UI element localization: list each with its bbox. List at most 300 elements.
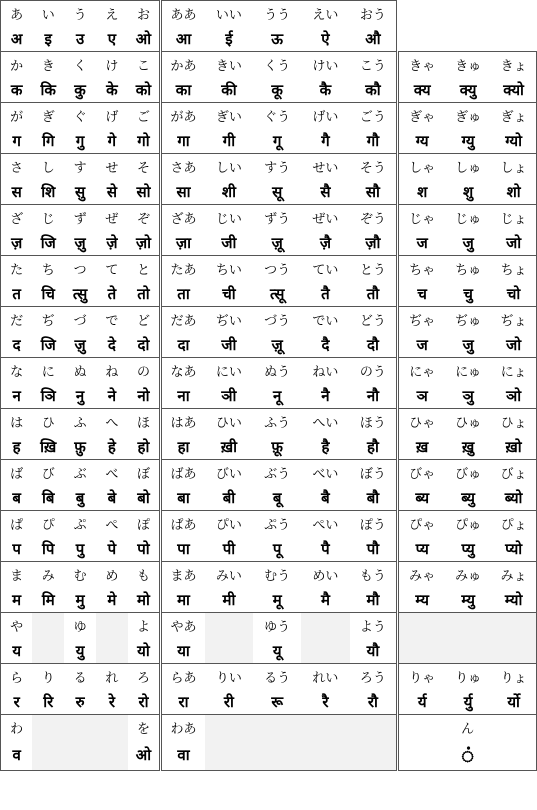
devanagari-cell: ञि [40, 386, 56, 405]
kana-cell: い [32, 1, 64, 27]
kana-cell: ば [1, 460, 33, 486]
kana-cell: ぴょ [491, 511, 536, 537]
devanagari-cell: पु [75, 539, 85, 558]
kana-cell: ま [1, 562, 33, 588]
kana-cell: ふう [253, 409, 301, 435]
devanagari-cell: ब्य [399, 485, 445, 511]
kana-cell: があ [162, 103, 205, 129]
devanagari-cell: बु [75, 488, 85, 507]
devanagari-cell: जो [491, 332, 536, 358]
devanagari-cell: प्यो [491, 536, 536, 562]
kana-cell: ずう [253, 205, 301, 231]
devanagari-cell: मि [41, 590, 55, 609]
empty-cell [32, 740, 64, 771]
kana-cell: ち [32, 256, 64, 282]
kana-row [1, 205, 537, 231]
devanagari-cell: ग्य [399, 128, 445, 154]
devanagari-cell: स [1, 179, 33, 205]
kana-cell: ゆう [253, 613, 301, 639]
kana-cell: わ [1, 715, 33, 741]
kana-cell: た [1, 256, 33, 282]
devanagari-cell: र्य [399, 689, 445, 715]
kana-cell: じょ [491, 205, 536, 231]
devanagari-cell: ज़ [1, 230, 33, 256]
kana-cell: さあ [162, 154, 205, 180]
devanagari-cell: म [1, 587, 33, 613]
devanagari-cell: ज [399, 332, 445, 358]
devanagari-cell: नौ [350, 383, 397, 409]
devanagari-cell: त्सू [269, 284, 285, 303]
devanagari-cell: है [321, 437, 330, 456]
devanagari-cell: री [223, 692, 234, 711]
kana-cell: ぱあ [162, 511, 205, 537]
kana-cell: お [128, 1, 160, 27]
kana-cell: ちょ [491, 256, 536, 282]
kana-cell: みい [205, 562, 253, 588]
kana-cell: じゅ [445, 205, 491, 231]
kana-cell: つう [253, 256, 301, 282]
kana-cell: ぺい [301, 511, 349, 537]
devanagari-cell: म्यो [491, 587, 536, 613]
devanagari-cell: गो [128, 128, 160, 154]
devanagari-cell: बौ [350, 485, 397, 511]
kana-cell: な [1, 358, 33, 384]
devanagari-cell: प [1, 536, 33, 562]
devanagari-cell: मे [107, 590, 117, 609]
kana-cell: きゅ [445, 52, 491, 78]
devanagari-row [1, 77, 537, 103]
devanagari-cell: दे [107, 335, 116, 354]
devanagari-cell: शु [463, 182, 474, 201]
kana-cell: り [32, 664, 64, 690]
devanagari-cell: कै [319, 80, 332, 99]
kana-cell: みゃ [399, 562, 445, 588]
kana-row [1, 511, 537, 537]
kana-cell: や [1, 613, 33, 639]
devanagari-cell: औ [350, 26, 397, 52]
kana-cell: え [96, 1, 128, 27]
kana-cell: へ [96, 409, 128, 435]
devanagari-cell: सा [162, 179, 205, 205]
empty-cell [96, 740, 128, 771]
devanagari-cell: ज़े [106, 233, 118, 252]
kana-cell: げ [96, 103, 128, 129]
devanagari-cell: ग्यो [491, 128, 536, 154]
devanagari-cell: रु [75, 692, 85, 711]
devanagari-cell: मू [272, 590, 282, 609]
kana-cell: ほう [350, 409, 397, 435]
kana-cell: のう [350, 358, 397, 384]
empty-cell [253, 740, 301, 771]
devanagari-cell: ज़ो [128, 230, 160, 256]
kana-cell: きょ [491, 52, 536, 78]
devanagari-cell: क्य [399, 77, 445, 103]
devanagari-cell: ख़ु [461, 437, 475, 456]
kana-row-group [1, 103, 537, 154]
devanagari-cell: क्यो [491, 77, 536, 103]
kana-cell: じ [32, 205, 64, 231]
kana-row [1, 715, 537, 741]
devanagari-cell: मै [320, 590, 330, 609]
devanagari-cell: तौ [350, 281, 397, 307]
kana-cell: ぴ [32, 511, 64, 537]
devanagari-cell: हे [107, 437, 116, 456]
devanagari-cell: व [1, 740, 33, 771]
yoon-absent [399, 1, 537, 52]
devanagari-cell: पौ [350, 536, 397, 562]
kana-cell: ぴい [205, 511, 253, 537]
kana-cell: ざあ [162, 205, 205, 231]
kana-cell: ぜい [301, 205, 349, 231]
kana-cell: よう [350, 613, 397, 639]
devanagari-row [1, 536, 537, 562]
kana-cell: く [64, 52, 96, 78]
devanagari-cell: यो [128, 638, 160, 664]
kana-cell: みょ [491, 562, 536, 588]
devanagari-cell: ब्यो [491, 485, 536, 511]
kana-cell: てい [301, 256, 349, 282]
kana-row-group [1, 154, 537, 205]
devanagari-cell: मु [75, 590, 85, 609]
kana-cell: ねい [301, 358, 349, 384]
devanagari-cell: आ [162, 26, 205, 52]
kana-cell: ちい [205, 256, 253, 282]
kana-cell: ぢゅ [445, 307, 491, 333]
kana-row-group [1, 715, 537, 771]
devanagari-cell: ज [399, 230, 445, 256]
devanagari-cell: ख़ि [40, 437, 57, 456]
empty-cell [64, 715, 96, 741]
kana-cell: ざ [1, 205, 33, 231]
devanagari-row [1, 689, 537, 715]
kana-cell: うう [253, 1, 301, 27]
devanagari-cell: दा [162, 332, 205, 358]
devanagari-cell: त [1, 281, 33, 307]
devanagari-cell: पी [222, 539, 236, 558]
devanagari-cell: नु [75, 386, 85, 405]
devanagari-cell: सै [320, 182, 331, 201]
devanagari-cell: क्यु [459, 80, 477, 99]
kana-cell: しゅ [445, 154, 491, 180]
kana-row [1, 256, 537, 282]
devanagari-cell: ज़ै [319, 233, 331, 252]
empty-cell [32, 715, 64, 741]
devanagari-cell: ओ [128, 26, 160, 52]
kana-cell: す [64, 154, 96, 180]
devanagari-cell: गे [107, 131, 117, 150]
devanagari-cell: र्यु [463, 692, 473, 711]
kana-cell: む [64, 562, 96, 588]
kana-row [1, 358, 537, 384]
kana-cell: りゅ [445, 664, 491, 690]
kana-cell: め [96, 562, 128, 588]
kana-cell: き [32, 52, 64, 78]
devanagari-cell: रौ [350, 689, 397, 715]
kana-cell: け [96, 52, 128, 78]
kana-cell: ああ [162, 1, 205, 27]
kana-row [1, 103, 537, 129]
kana-cell: だ [1, 307, 33, 333]
devanagari-cell: ज़ू [271, 335, 283, 354]
devanagari-cell: सू [272, 182, 283, 201]
kana-cell: び [32, 460, 64, 486]
kana-cell: で [96, 307, 128, 333]
kana-cell: すう [253, 154, 301, 180]
kana-row-group [1, 460, 537, 511]
kana-cell: ね [96, 358, 128, 384]
devanagari-cell: दो [128, 332, 160, 358]
kana-cell: と [128, 256, 160, 282]
devanagari-cell: शि [41, 182, 56, 201]
kana-cell: えい [301, 1, 349, 27]
kana-cell: じゃ [399, 205, 445, 231]
devanagari-cell: शी [221, 182, 236, 201]
kana-cell: ぜ [96, 205, 128, 231]
devanagari-cell: हा [162, 434, 205, 460]
kana-row [1, 562, 537, 588]
devanagari-cell: गु [75, 131, 85, 150]
devanagari-cell: हो [128, 434, 160, 460]
devanagari-cell: कौ [350, 77, 397, 103]
kana-row-group [1, 52, 537, 103]
kana-cell: ぶう [253, 460, 301, 486]
devanagari-cell: बे [107, 488, 117, 507]
empty-cell [253, 715, 301, 741]
devanagari-cell: की [221, 80, 237, 99]
devanagari-cell: ऐ [321, 29, 330, 48]
kana-cell: しょ [491, 154, 536, 180]
empty-cell [301, 613, 349, 639]
devanagari-cell: चि [41, 284, 55, 303]
devanagari-cell: ञु [462, 386, 474, 405]
kana-cell: けい [301, 52, 349, 78]
kana-cell: ちゃ [399, 256, 445, 282]
empty-cell [96, 613, 128, 639]
devanagari-cell: रो [128, 689, 160, 715]
devanagari-cell: ओ [128, 740, 160, 771]
kana-cell: みゅ [445, 562, 491, 588]
devanagari-cell: पो [128, 536, 160, 562]
empty-cell [96, 715, 128, 741]
kana-cell: たあ [162, 256, 205, 282]
kana-cell: ぬ [64, 358, 96, 384]
devanagari-cell: बू [272, 488, 282, 507]
kana-row-group [1, 562, 537, 613]
kana-cell: ぢ [32, 307, 64, 333]
devanagari-cell: प्यु [461, 539, 475, 558]
devanagari-row [1, 128, 537, 154]
devanagari-cell: गि [42, 131, 55, 150]
kana-cell: づう [253, 307, 301, 333]
devanagari-cell: श [399, 179, 445, 205]
kana-cell: せ [96, 154, 128, 180]
devanagari-cell: इ [44, 29, 52, 48]
devanagari-cell: रू [271, 692, 284, 711]
kana-cell: そ [128, 154, 160, 180]
kana-row-group [1, 256, 537, 307]
kana-row-group [1, 511, 537, 562]
kana-cell: ちゅ [445, 256, 491, 282]
kana-cell: ぼう [350, 460, 397, 486]
devanagari-cell: बो [128, 485, 160, 511]
kana-cell: ぴゃ [399, 511, 445, 537]
kana-cell: ぞ [128, 205, 160, 231]
kana-cell: かあ [162, 52, 205, 78]
devanagari-cell: जु [462, 335, 474, 354]
kana-cell: ろ [128, 664, 160, 690]
devanagari-cell: रा [162, 689, 205, 715]
devanagari-cell: ता [162, 281, 205, 307]
kana-cell: るう [253, 664, 301, 690]
kana-row [1, 307, 537, 333]
kana-row [1, 409, 537, 435]
kana-cell: にゅ [445, 358, 491, 384]
devanagari-cell: नू [273, 386, 282, 405]
kana-cell: でい [301, 307, 349, 333]
kana-cell: ぎゃ [399, 103, 445, 129]
devanagari-cell: उ [75, 29, 85, 48]
kana-cell: にい [205, 358, 253, 384]
kana-cell: むう [253, 562, 301, 588]
devanagari-cell: पा [162, 536, 205, 562]
kana-row-group [1, 307, 537, 358]
kana-cell: しゃ [399, 154, 445, 180]
devanagari-cell: का [162, 77, 205, 103]
kana-cell: ぶ [64, 460, 96, 486]
kana-cell: まあ [162, 562, 205, 588]
kana-cell: て [96, 256, 128, 282]
devanagari-cell: जि [40, 233, 56, 252]
kana-cell: を [128, 715, 160, 741]
devanagari-cell: मी [222, 590, 236, 609]
kana-cell: おう [350, 1, 397, 27]
devanagari-cell: जो [491, 230, 536, 256]
kana-cell: はあ [162, 409, 205, 435]
kana-cell: ゆ [64, 613, 96, 639]
kana-cell: きゃ [399, 52, 445, 78]
kana-cell: ぱ [1, 511, 33, 537]
devanagari-cell: त्सु [72, 284, 88, 303]
empty-cell [301, 638, 349, 664]
devanagari-cell: कि [40, 80, 56, 99]
devanagari-cell: तो [128, 281, 160, 307]
kana-cell: せい [301, 154, 349, 180]
kana-cell: ぴゅ [445, 511, 491, 537]
devanagari-cell: बा [162, 485, 205, 511]
devanagari-cell: ख़ी [220, 437, 238, 456]
kana-cell: そう [350, 154, 397, 180]
kana-row-group [1, 409, 537, 460]
kana-cell: か [1, 52, 33, 78]
n-devanagari-cell: ं [399, 740, 537, 771]
kana-cell: くう [253, 52, 301, 78]
kana-row-group [1, 613, 537, 664]
devanagari-cell: रे [108, 692, 115, 711]
kana-cell: ばあ [162, 460, 205, 486]
kana-cell: ご [128, 103, 160, 129]
devanagari-cell: ञ [399, 383, 445, 409]
devanagari-cell: र्यो [491, 689, 536, 715]
devanagari-cell: प्य [399, 536, 445, 562]
devanagari-cell: पू [272, 539, 282, 558]
devanagari-cell: ज़ु [74, 233, 86, 252]
devanagari-cell: से [106, 182, 117, 201]
devanagari-row [1, 740, 537, 771]
devanagari-cell: मा [162, 587, 205, 613]
devanagari-cell: ज़ू [271, 233, 283, 252]
devanagari-row [1, 383, 537, 409]
kana-cell: べい [301, 460, 349, 486]
kana-cell: ぎゅ [445, 103, 491, 129]
kana-cell: ひゅ [445, 409, 491, 435]
kana-cell: りょ [491, 664, 536, 690]
devanagari-row [1, 281, 537, 307]
kana-cell: ぬう [253, 358, 301, 384]
kana-cell: やあ [162, 613, 205, 639]
devanagari-cell: ख़ो [491, 434, 536, 460]
kana-cell: とう [350, 256, 397, 282]
kana-cell: ぼ [128, 460, 160, 486]
kana-cell: ぢい [205, 307, 253, 333]
devanagari-cell: गै [321, 131, 330, 150]
devanagari-cell: या [162, 638, 205, 664]
kana-cell: ぎい [205, 103, 253, 129]
kana-cell: ぢゃ [399, 307, 445, 333]
kana-cell: びゅ [445, 460, 491, 486]
devanagari-row [1, 434, 537, 460]
devanagari-row [1, 485, 537, 511]
kana-row-group [1, 1, 537, 52]
kana-cell: ぎょ [491, 103, 536, 129]
empty-cell [350, 715, 397, 741]
devanagari-cell: बै [321, 488, 330, 507]
kana-row [1, 52, 537, 78]
kana-row [1, 460, 537, 486]
kana-row [1, 1, 537, 27]
empty-cell [301, 715, 349, 741]
devanagari-cell: रै [322, 692, 329, 711]
devanagari-cell: नै [321, 386, 330, 405]
kana-cell: ろう [350, 664, 397, 690]
kana-cell: ぽう [350, 511, 397, 537]
devanagari-cell: पै [321, 539, 330, 558]
kana-cell: らあ [162, 664, 205, 690]
devanagari-cell: ख़ [399, 434, 445, 460]
devanagari-cell: ञी [221, 386, 237, 405]
kana-cell: ひょ [491, 409, 536, 435]
kana-row-group [1, 205, 537, 256]
kana-cell: いい [205, 1, 253, 27]
devanagari-cell: चु [463, 284, 473, 303]
kana-cell: ぺ [96, 511, 128, 537]
kana-cell: れい [301, 664, 349, 690]
devanagari-cell: वा [162, 740, 205, 771]
kana-cell: じい [205, 205, 253, 231]
kana-row [1, 154, 537, 180]
devanagari-cell: दै [321, 335, 330, 354]
kana-cell: こ [128, 52, 160, 78]
devanagari-cell: गा [162, 128, 205, 154]
devanagari-cell: हौ [350, 434, 397, 460]
kana-cell: ぐ [64, 103, 96, 129]
devanagari-cell: जि [40, 335, 56, 354]
devanagari-cell: गी [222, 131, 236, 150]
devanagari-cell: द [1, 332, 33, 358]
devanagari-cell: जी [221, 233, 237, 252]
kana-cell: れ [96, 664, 128, 690]
kana-cell: ぷう [253, 511, 301, 537]
n-kana-cell: ん [399, 715, 537, 741]
